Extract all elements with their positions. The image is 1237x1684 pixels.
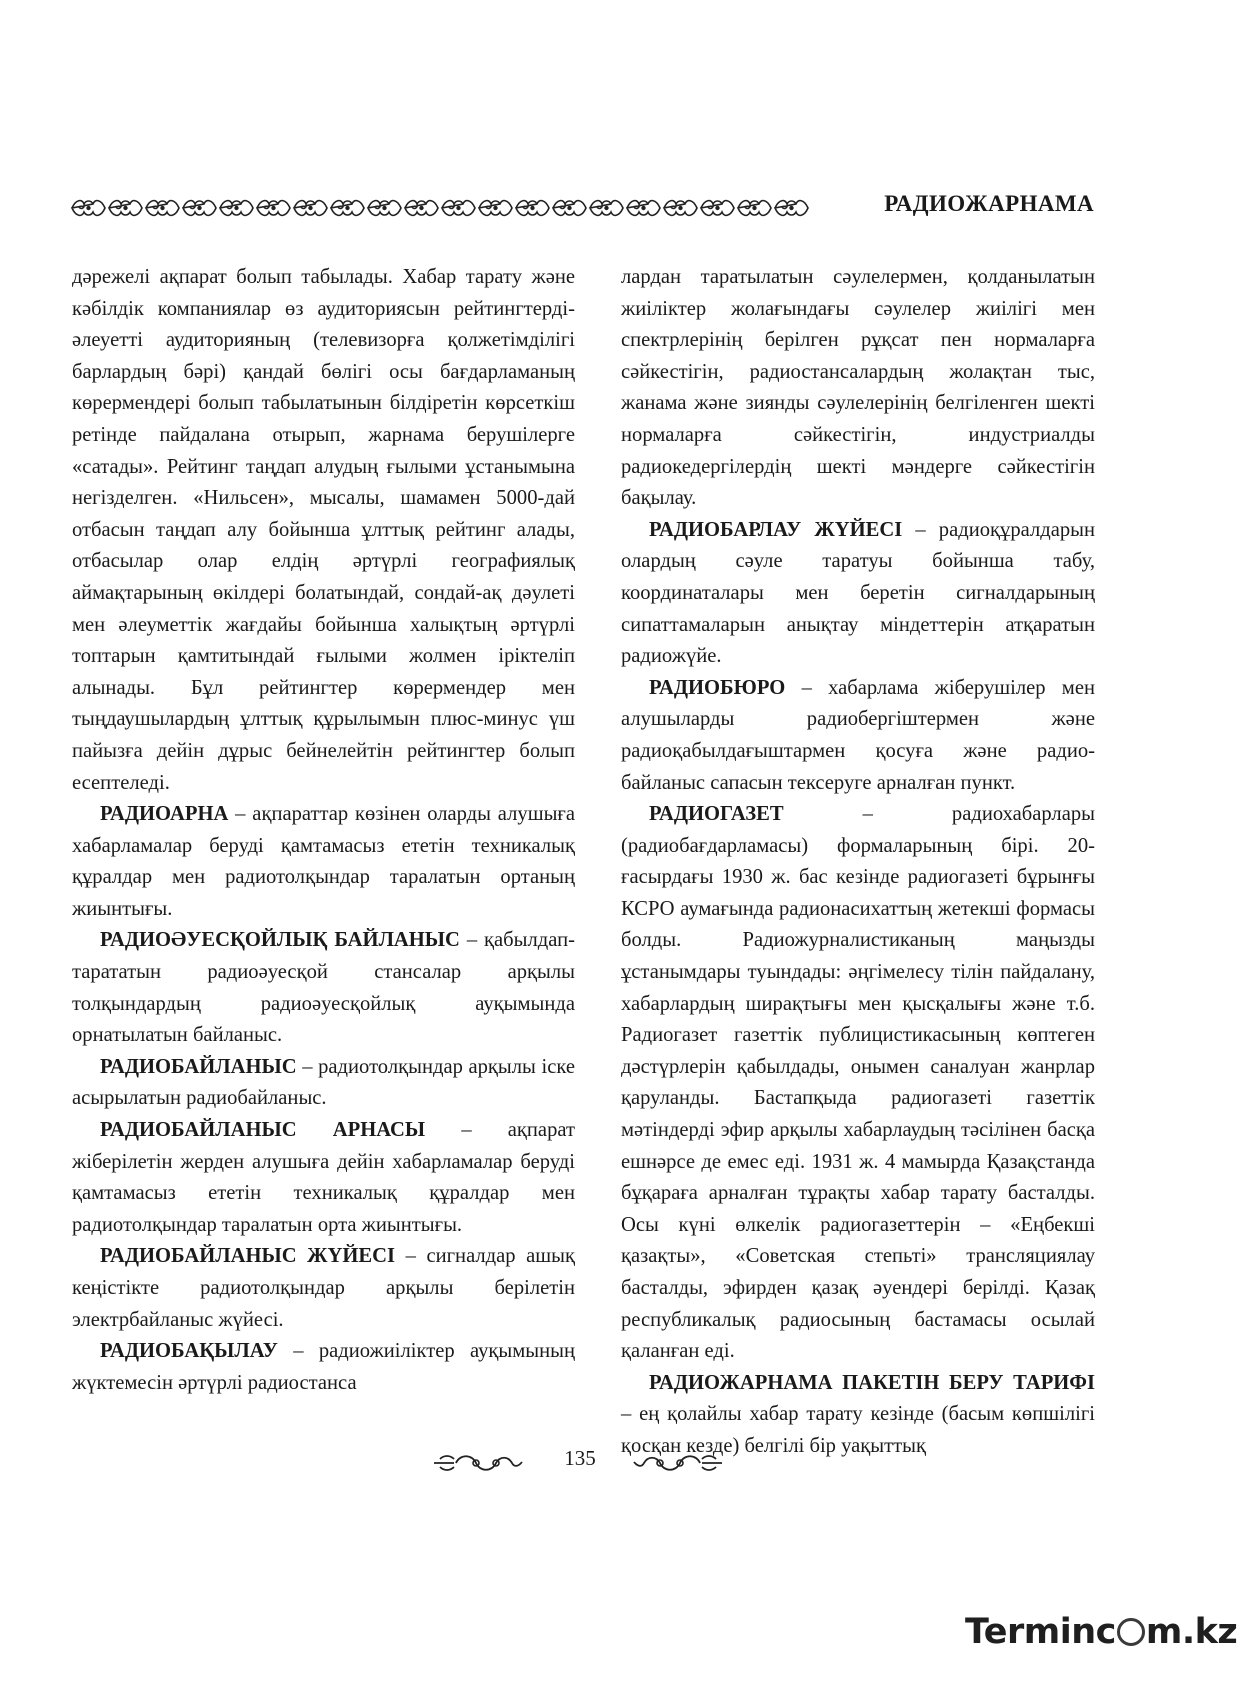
right-column — [621, 262, 1095, 1463]
entry-paragraph: РАДИОЖАРНАМА ПАКЕТІН БЕРУ ТАРИФІ – ең қолайлы хабар тарату кезінде (басым көпшілігі қосқан кезде) белгілі бір уақыттық — [621, 1371, 1095, 1457]
left-column — [72, 262, 575, 1399]
paragraph: дәрежелі ақпарат болып табылады. Хабар тарату және кәбілдік компаниялар өз аудиториясын рейтингтерді-әлеуетті аудиторияның (телевизорға қолжетімділігі барлардың бәрі) қандай бөлігі осы бағдарламаның көрермендері болып табылатынын білдіретін көрсеткіш ретінде пайдалана отырып, жарнама берушілерге «сатады». Рейтинг таңдап алудың ғылыми ұстанымына негізделген. «Нильсен», мысалы, шамамен 5000-дай отбасын таңдап алу бойынша ұлттық рейтинг алады, отбасылар олар елдің әртүрлі географиялық аймақтарының өкілдері болатындай, сондай-ақ дәулеті мен әлеуметтік жағдайы бойынша халықтың әртүрлі топтарын қамтитындай ғылыми жолмен іріктеліп алынады. Бұл рейтингтер көрермендер мен тыңдаушылардың ұлттық құрылымын плюс-минус үш пайызға дейін дұрыс бейнелейтін рейтингтер болып есептеледі. — [72, 266, 575, 794]
running-title: РАДИОЖАРНАМА — [884, 191, 1094, 216]
entry-term: РАДИОАРНА — [100, 803, 229, 826]
entry-paragraph: РАДИОБАРЛАУ ЖҮЙЕСІ – радиоқұралдарын олардың сәуле таратуы бойынша табу, координаталары мен беретін сигналдарының сипаттамаларын анықтау міндеттерін атқаратын радиожүйе. — [621, 518, 1095, 668]
entry-term: РАДИОБАРЛАУ ЖҮЙЕСІ — [649, 518, 903, 541]
entry-term: РАДИОЖАРНАМА ПАКЕТІН БЕРУ ТАРИФІ — [649, 1371, 1095, 1394]
entry-term: РАДИОБАЙЛАНЫС АРНАСЫ — [100, 1119, 426, 1142]
entry-paragraph: РАДИОБЮРО – хабарлама жіберушілер мен алушыларды радиобергіштермен және радиоқабылдағыштармен қосуға және радиобайланыс сапасын тексеруге арналған пункт. — [621, 676, 1095, 794]
entry-paragraph: РАДИОБАЙЛАНЫС ЖҮЙЕСІ – сигналдар ашық кеңістікте радиотолқындар арқылы берілетін электрбайланыс жүйесі. — [72, 1245, 575, 1331]
watermark-logo — [965, 1612, 1237, 1662]
entry-term: РАДИОБАЙЛАНЫС ЖҮЙЕСІ — [100, 1245, 396, 1268]
paragraph: лардан таратылатын сәулелермен, қолданылатын жиіліктер жолағындағы сәулелер жиілігі мен спектрлерінің берілген рұқсат пен нормаларға сәйкестігін, радиостансалардың жолақтан тыс, жанама және зиянды сәулелерінің белгіленген шекті нормаларға сәйкестігін, индустриалды радиокедергілердің шекті мәндерге сәйкестігін бақылау. — [621, 266, 1095, 510]
entry-term: РАДИОБЮРО — [649, 676, 786, 699]
entry-term: РАДИОБАЙЛАНЫС — [100, 1055, 297, 1078]
watermark-text: Terminc — [965, 1612, 1116, 1652]
page-number: 135 — [564, 1446, 596, 1470]
entry-paragraph: РАДИОБАҚЫЛАУ – радиожиіліктер ауқымының жүктемесін әртүрлі радиостанса — [72, 1340, 575, 1394]
watermark-ring-icon — [1117, 1618, 1145, 1646]
page-footer — [0, 1440, 1191, 1480]
ornament-border-icon — [70, 196, 810, 220]
watermark-text: m.kz — [1145, 1612, 1237, 1652]
flourish-right-icon — [632, 1450, 724, 1476]
entry-term: РАДИОГАЗЕТ — [649, 803, 784, 826]
entry-term: РАДИОӘУЕСҚОЙЛЫҚ БАЙЛАНЫС — [100, 929, 460, 952]
entry-paragraph: РАДИОБАЙЛАНЫС АРНАСЫ – ақпарат жіберілетін жерден алушыға дейін хабарламалар беруді қамтамасыз ететін техникалық құралдар мен радиотолқындар таралатын орта жиынтығы. — [72, 1119, 575, 1236]
flourish-left-icon — [432, 1450, 524, 1476]
entry-paragraph: РАДИОГАЗЕТ – радиохабарлары (радиобағдарламасы) формаларының бірі. 20-ғасырдағы 1930 ж. бас кезінде радиогазеті бұрынғы КСРО аумағында радионасихаттың жетекші формасы болды. Радиожурналистиканың маңызды ұстанымдары туындады: әңгімелесу тілін пайдалану, хабарлардың ширақтығы мен қысқалығы және т.б. Радиогазет газеттік публицистикасының көптеген дәстүрлерін қабылдады, онымен саналуан жанрлар қаруланды. Бастапқыда радиогазеті газеттік мәтіндерді эфир арқылы хабарлаудың тәсілінен басқа ешнәрсе де емес еді. 1931 ж. 4 мамырда Қазақстанда бұқараға арналған тұрақты хабар тарату басталды. Осы күні өлкелік радиогазеттерін – «Еңбекші қазақты», «Советская степьті» трансляциялау басталды, эфирден қазақ әуендері берілді. Қазақ республикалық радиосының бастамасы осылай қаланған еді. — [621, 803, 1095, 1363]
entry-paragraph: РАДИОӘУЕСҚОЙЛЫҚ БАЙЛАНЫС – қабылдап-тарататын радиоәуесқой стансалар арқылы толқындардың радиоәуесқойлық ауқымында орнатылатын байланыс. — [72, 929, 575, 1047]
entry-term: РАДИОБАҚЫЛАУ — [100, 1340, 278, 1363]
entry-paragraph: РАДИОБАЙЛАНЫС – радиотолқындар арқылы іске асырылатын радиобайланыс. — [72, 1055, 575, 1110]
entry-paragraph: РАДИОАРНА – ақпараттар көзінен оларды алушыға хабарламалар беруді қамтамасыз ететін техникалық құралдар мен радиотолқындар таралатын ортаның жиынтығы. — [72, 803, 575, 920]
